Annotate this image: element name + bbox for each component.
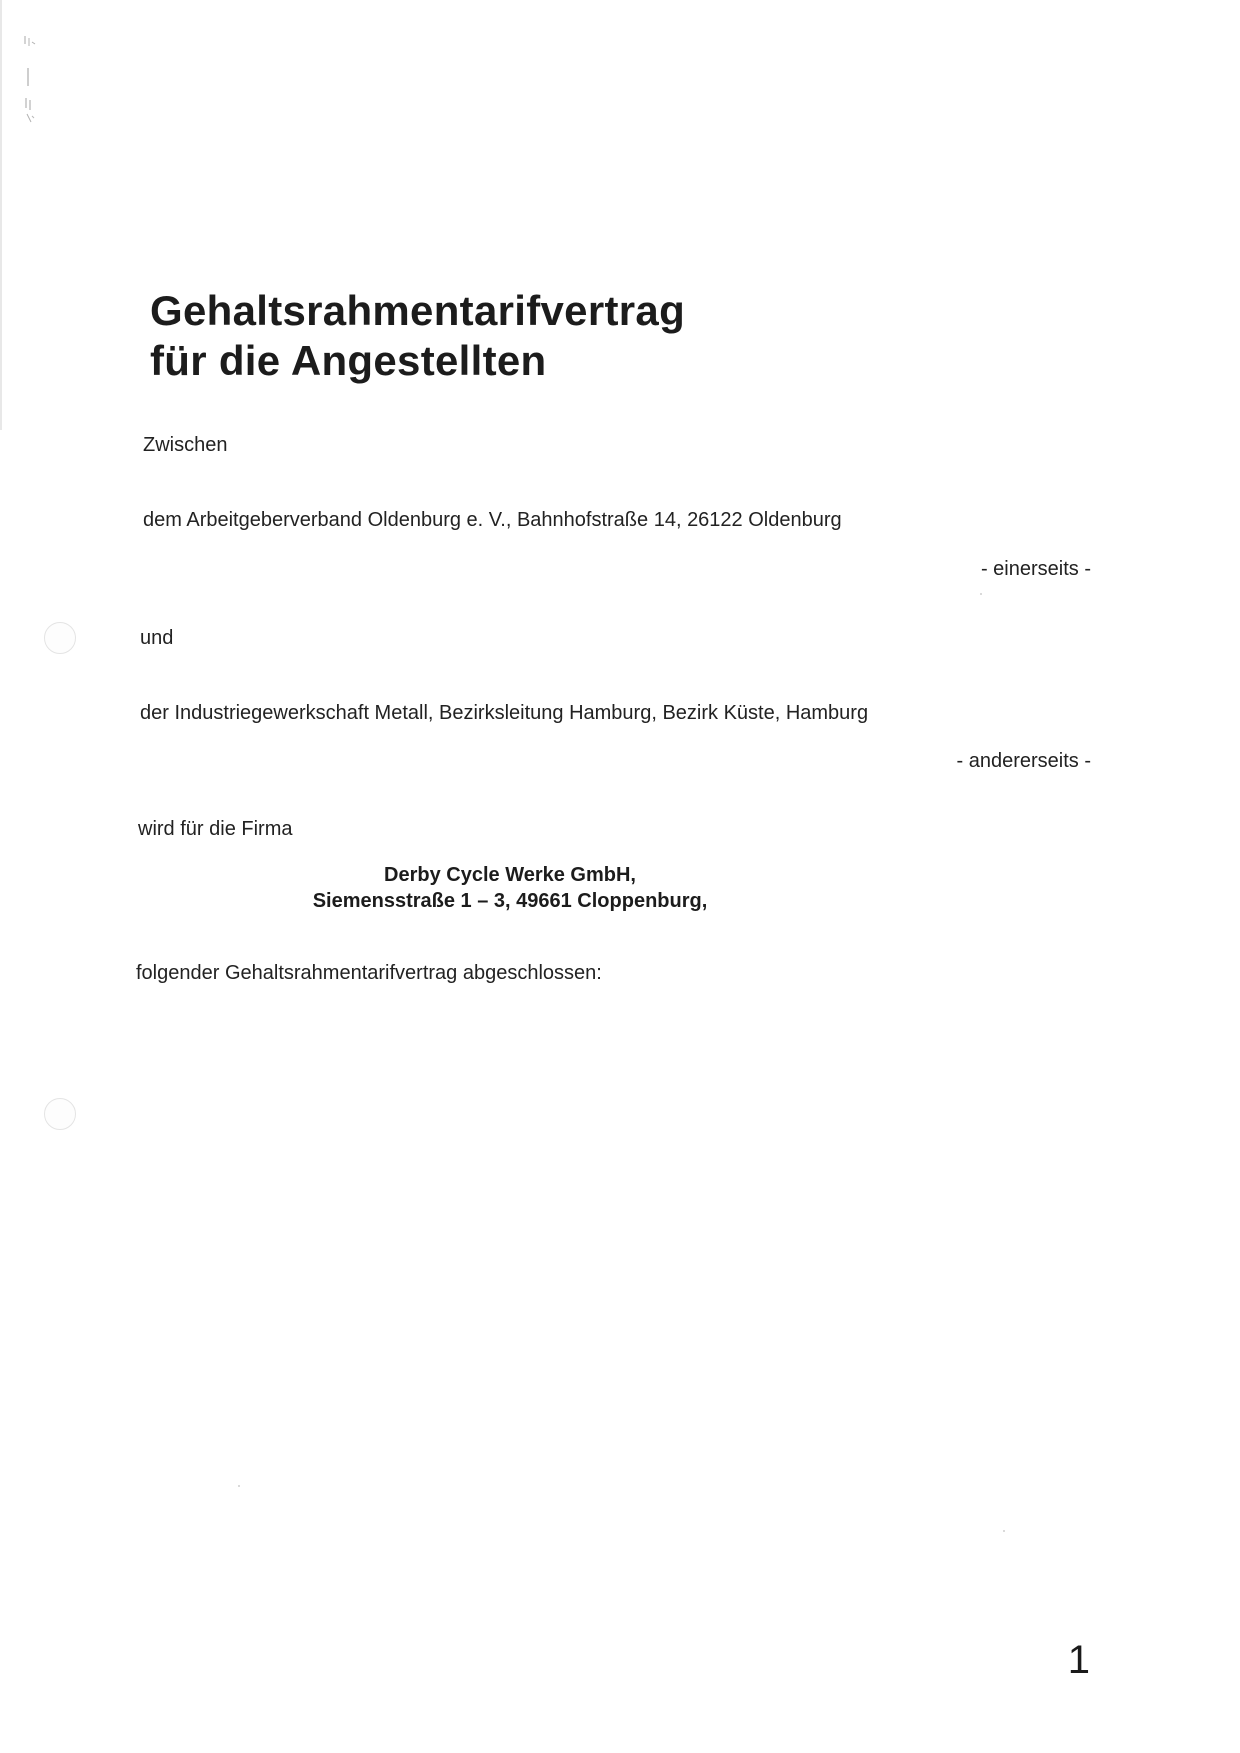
scan-artifact-marks bbox=[22, 32, 40, 127]
intro-text: Zwischen bbox=[143, 434, 228, 456]
title-line-2: für die Angestellten bbox=[150, 337, 547, 384]
scan-speck bbox=[1003, 1530, 1005, 1532]
title-line-1: Gehaltsrahmentarifvertrag bbox=[150, 287, 686, 334]
page-number: 1 bbox=[1067, 1638, 1090, 1682]
scan-speck bbox=[238, 1485, 240, 1487]
scan-left-edge bbox=[0, 0, 2, 430]
punch-hole-top bbox=[44, 622, 76, 654]
company-block bbox=[150, 862, 870, 914]
document-title bbox=[150, 286, 685, 386]
company-name: Derby Cycle Werke GmbH, bbox=[384, 864, 636, 886]
conjunction-text: und bbox=[140, 627, 174, 649]
party-employer: dem Arbeitgeberverband Oldenburg e. V., Bahnhofstraße 14, 26122 Oldenburg bbox=[143, 509, 842, 531]
punch-hole-bottom bbox=[44, 1098, 76, 1130]
company-address: Siemensstraße 1 – 3, 49661 Cloppenburg, bbox=[312, 890, 708, 912]
party-union: der Industriegewerkschaft Metall, Bezirksleitung Hamburg, Bezirk Küste, Hamburg bbox=[140, 702, 869, 724]
party-union-role: - andererseits - bbox=[956, 750, 1091, 772]
closing-text: folgender Gehaltsrahmentarifvertrag abgeschlossen: bbox=[136, 962, 602, 984]
party-employer-role: - einerseits - bbox=[980, 558, 1091, 580]
company-intro-text: wird für die Firma bbox=[138, 818, 293, 840]
scan-speck bbox=[980, 593, 982, 595]
